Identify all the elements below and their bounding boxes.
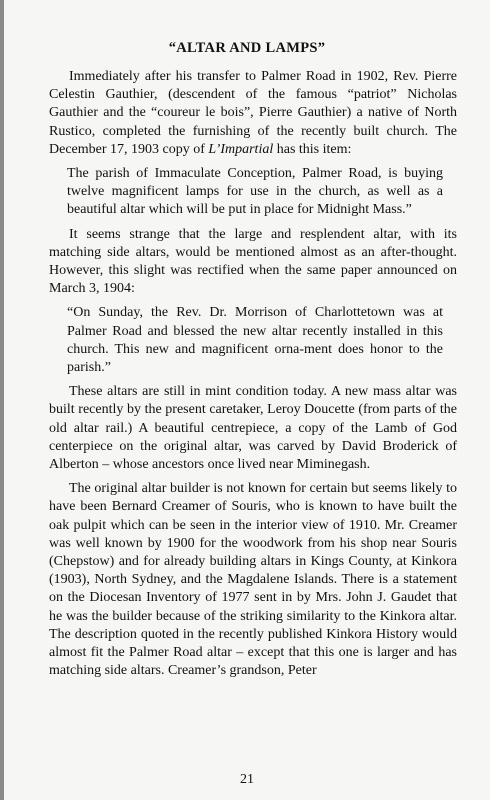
quote-2: “On Sunday, the Rev. Dr. Morrison of Charlottetown was at Palmer Road and blessed the new altar recently installed in this church. This new and magnificent orna-ment does honor to the parish.”	[67, 305, 443, 376]
paragraph-1-text-a: Immediately after his transfer to Palmer Road in 1902, Rev. Pierre Celestin Gauthier, (descendent of the famous “patriot” Nicholas Gauthier and the “coureur le bois”, Pierre Gauthier) a native of North Rustico, completed the furnishing of the recently built church. The December 17, 1903 copy of	[49, 69, 457, 157]
page-body	[49, 68, 457, 687]
paragraph-2: It seems strange that the large and resplendent altar, with its matching side altars, would be mentioned almost as an after-thought. However, this slight was rectified when the same paper announced on March 3, 1904:	[49, 226, 457, 297]
paragraph-4: The original altar builder is not known for certain but seems likely to have been Bernard Creamer of Souris, who is known to have built the oak pulpit which can be seen in the interior view of 1910. Mr. Creamer was well known by 1900 for the woodwork from his shop near Souris (Chepstow) and for already building altars in Kings County, at Kinkora (1903), North Sydney, and the Magdalene Islands. There is a statement on the Diocesan Inventory of 1977 sent in by Mrs. John J. Gaudet that he was the builder because of the striking similarity to the Kinkora altar. The description quoted in the recently published Kinkora History would almost fit the Palmer Road altar – except that this one is larger and has matching side altars. Creamer’s grandson, Peter	[49, 481, 457, 679]
paragraph-1	[49, 68, 457, 159]
quote-1: The parish of Immaculate Conception, Palmer Road, is buying twelve magnificent lamps for use in the church, as well as a beautiful altar which will be put in place for Midnight Mass.”	[67, 166, 443, 218]
page-number: 21	[240, 772, 254, 787]
paragraph-3: These altars are still in mint condition today. A new mass altar was built recently by the present caretaker, Leroy Doucette (from parts of the old altar rail.) A beautiful centrepiece, a copy of the Lamb of God centerpiece on the original altar, was carved by David Broderick of Alberton – whose ancestors once lived near Miminegash.	[49, 384, 457, 473]
newspaper-title: L’Impartial	[208, 141, 274, 157]
paragraph-1-text-b: has this item:	[273, 141, 352, 157]
page-title: “ALTAR AND LAMPS”	[168, 40, 326, 56]
